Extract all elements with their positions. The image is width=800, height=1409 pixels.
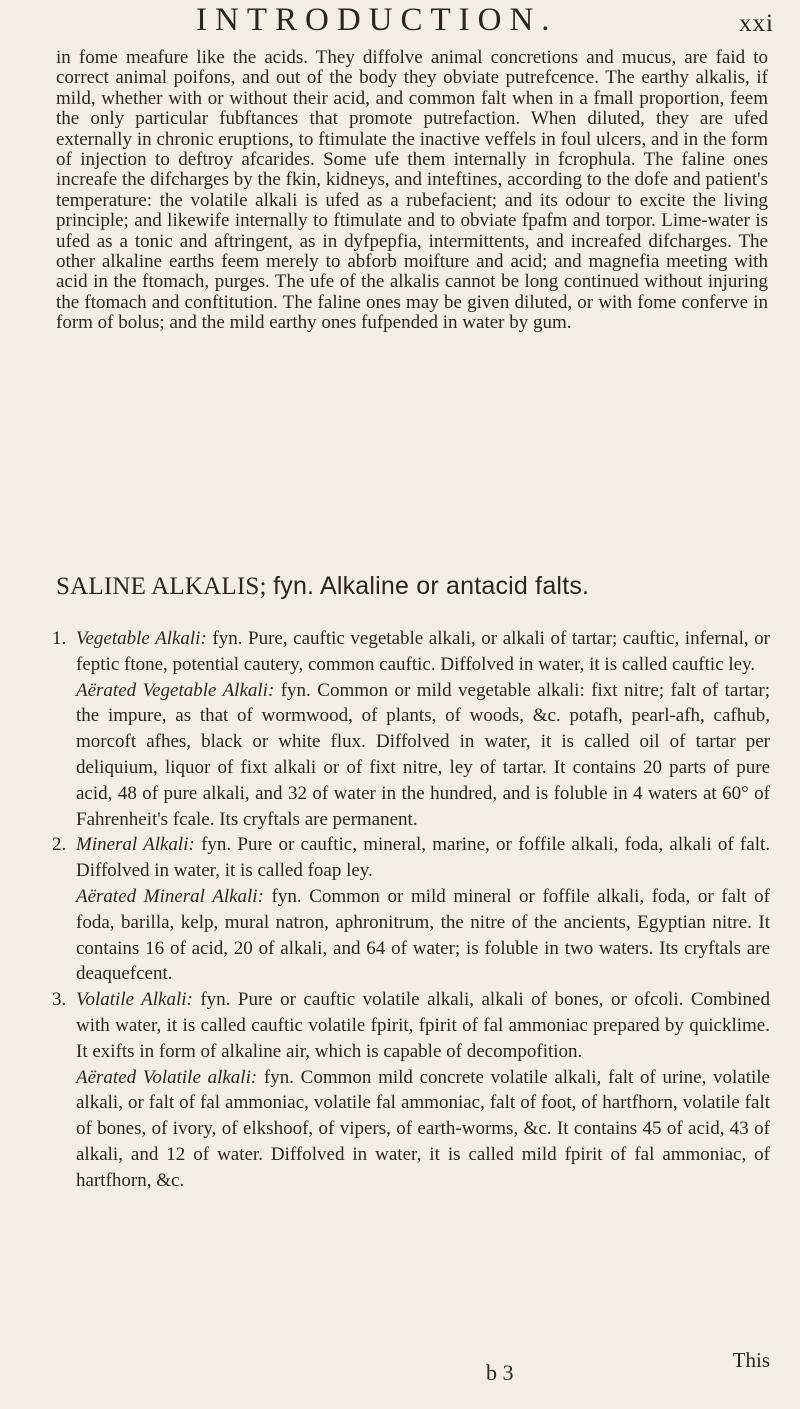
entry-aerated-volatile-alkali — [52, 1065, 770, 1194]
entry-mineral-alkali — [52, 832, 770, 884]
entry-text: fyn. Pure or cauftic volatile alkali, alkali of bones, or ofcoli. Combined with water, it is called cauftic volatile fpirit, fpirit of fal ammoniac prepared by quicklime. It exifts in form of alkaline air, which is capable of decompofition. — [76, 989, 770, 1062]
entry-number: 2. — [52, 834, 67, 856]
entry-term: Aërated Vegetable Alkali: — [76, 679, 275, 701]
page-number: xxi — [739, 10, 774, 37]
intro-paragraph — [56, 48, 768, 334]
page-footer — [0, 1348, 800, 1398]
entry-term: Aërated Volatile alkali: — [76, 1066, 258, 1088]
entry-text: fyn. Common mild concrete volatile alkali, falt of urine, volatile alkali, or falt of fal ammoniac, volatile fal ammoniac, falt of foot, of hartfhorn, volatile falt of bones, of ivory, of elkshoof, of vipers, of earth-worms, &c. It contains 45 of acid, 43 of alkali, and 12 of water. Diffolved in water, it is called mild fpirit of fal ammoniac, of hartfhorn, &c. — [76, 1066, 770, 1191]
entry-text: fyn. Common or mild mineral or foffile alkali, foda, or falt of foda, barilla, kelp, mural natron, aphronitrum, the nitre of the ancients, Egyptian nitre. It contains 16 of acid, 20 of alkali, and 64 of water; is foluble in two waters. Its cryftals are deaquefcent. — [76, 885, 771, 985]
entry-aerated-mineral-alkali — [52, 884, 770, 987]
entry-term: Vegetable Alkali: — [76, 628, 207, 649]
entry-term: Aërated Mineral Alkali: — [76, 885, 264, 907]
catchword: This — [732, 1348, 770, 1372]
page-header — [0, 2, 800, 46]
section-heading — [56, 572, 796, 601]
entry-vegetable-alkali — [52, 626, 770, 678]
entry-term: Volatile Alkali: — [76, 989, 193, 1011]
entry-text: fyn. Pure or cauftic, mineral, marine, or foffile alkali, foda, alkali of falt. Diffolved in water, it is called foap ley. — [76, 834, 771, 882]
entry-text: fyn. Common or mild vegetable alkali: fixt nitre; falt of tartar; the impure, as that of wormwood, of plants, of woods, &c. potafh, pearl-afh, cafhub, morcoft afhes, black or white flux. Diffolved in water, it is called oil of tartar per deliquium, liquor of fixt alkali or of fixt nitre, ley of tartar. It contains 20 parts of pure acid, 48 of pure alkali, and 32 of water in the hundred, and is foluble in 4 waters at 60° of Fahrenheit's fcale. Its cryftals are permanent. — [76, 679, 770, 830]
entry-volatile-alkali — [52, 987, 770, 1064]
entry-text: fyn. Pure, cauftic vegetable alkali, or alkali of tartar; cauftic, infernal, or feptic ftone, potential cautery, common cauftic. Diffolved in water, it is called cauftic ley. — [76, 628, 771, 675]
signature-mark: b 3 — [486, 1360, 514, 1385]
entry-number: 1. — [52, 628, 67, 649]
section-title-main: SALINE ALKALIS; — [56, 573, 267, 600]
entry-aerated-vegetable-alkali — [52, 678, 770, 833]
paragraph-text: in fome meafure like the acids. They diffolve animal concretions and mucus, are faid to correct animal poifons, and out of the body they obviate putrefcence. The earthy alkalis, if mild, whether with or without their acid, and common falt when in a fmall proportion, feem the only particular fubftances that promote putrefaction. When diluted, they are ufed externally in chronic eruptions, to ftimulate the inactive veffels in foul ulcers, and in the form of injection to deftroy afcarides. Some ufe them internally in fcrophula. The faline ones increafe the difcharges by the fkin, kidneys, and inteftines, according to the dofe and patient's temperature: the volatile alkali is ufed as a rubefacient; and its odour to excite the living principle; and likewife internally to ftimulate and to obviate fpafm and torpor. Lime-water is ufed as a tonic and aftringent, as in dyfpepfia, intermittents, and increafed difcharges. The other alkaline earths feem merely to abforb moifture and acid; and magnefia meeting with acid in the ftomach, purges. The ufe of the alkalis cannot be long continued without injuring the ftomach and conftitution. The faline ones may be given diluted, or with fome conferve in form of bolus; and the mild earthy ones fufpended in water by gum. — [56, 47, 768, 334]
entry-term: Mineral Alkali: — [76, 834, 195, 856]
section-title-sub: fyn. Alkaline or antacid falts. — [273, 572, 590, 600]
alkali-entries — [52, 626, 770, 1194]
entry-number: 3. — [52, 989, 67, 1011]
running-title: INTRODUCTION. — [196, 2, 558, 38]
